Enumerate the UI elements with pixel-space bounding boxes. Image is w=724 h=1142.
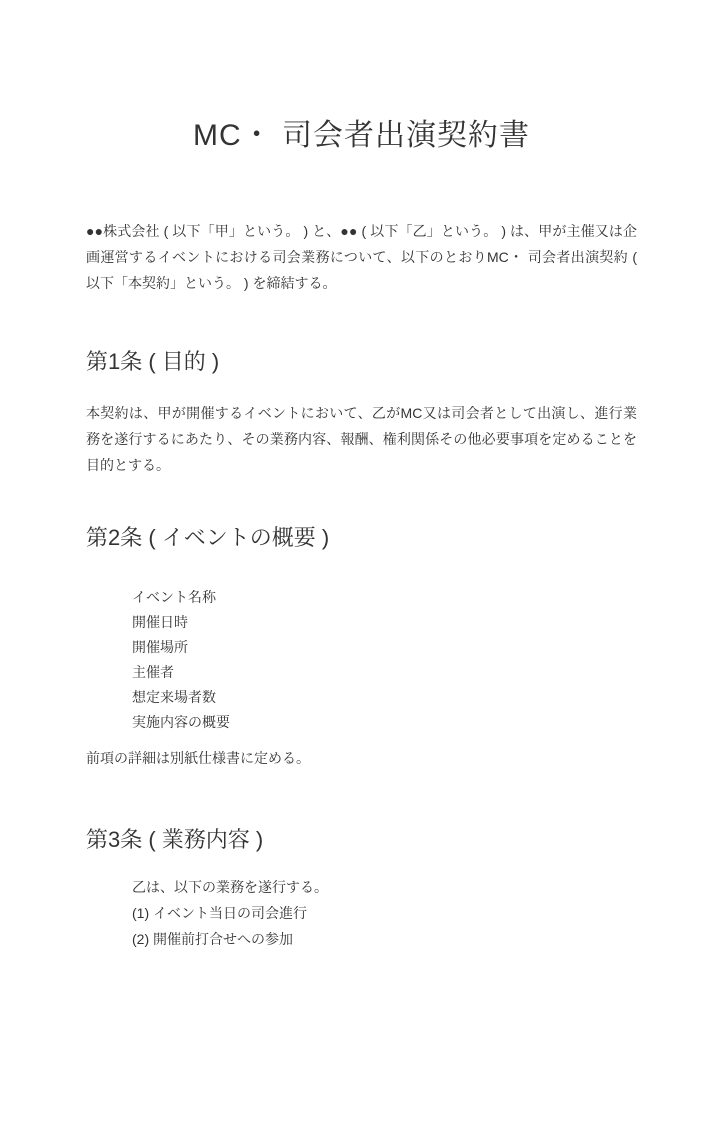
- task-item-2: (2) 開催前打合せへの参加: [132, 931, 293, 947]
- section-2-heading: 第2条 ( イベントの概要 ): [86, 525, 330, 550]
- event-detail-item-organizer: 主催者: [132, 664, 174, 680]
- section-2-note: 前項の詳細は別紙仕様書に定める。: [86, 750, 310, 766]
- task-item-1: (1) イベント当日の司会進行: [132, 905, 307, 921]
- event-detail-item-datetime: 開催日時: [132, 614, 188, 630]
- event-detail-item-overview: 実施内容の概要: [132, 714, 230, 730]
- contract-document-page: [0, 118, 724, 1142]
- intro-paragraph: ●●株式会社 ( 以下「甲」という。 ) と、●● ( 以下「乙」という。 ) は、甲が主催又は企画運営するイベントにおける司会業務について、以下のとおりMC・ 司会者出演契約 ( 以下「本契約」という。 ) を締結する。: [86, 223, 637, 291]
- section-1-body: 本契約は、甲が開催するイベントにおいて、乙がMC又は司会者として出演し、進行業務を遂行するにあたり、その業務内容、報酬、権利関係その他必要事項を定めることを目的とする。: [86, 405, 637, 473]
- section-3-lead: 乙は、以下の業務を遂行する。: [132, 879, 328, 895]
- section-3-heading: 第3条 ( 業務内容 ): [86, 827, 264, 852]
- event-detail-item-venue: 開催場所: [132, 639, 188, 655]
- document-title: MC・ 司会者出演契約書: [193, 119, 530, 152]
- task-list: [86, 874, 637, 952]
- event-detail-list: [86, 585, 637, 735]
- event-detail-item-name: イベント名称: [132, 589, 216, 605]
- section-1-heading: 第1条 ( 目的 ): [86, 349, 220, 374]
- event-detail-item-attendance: 想定来場者数: [132, 689, 216, 705]
